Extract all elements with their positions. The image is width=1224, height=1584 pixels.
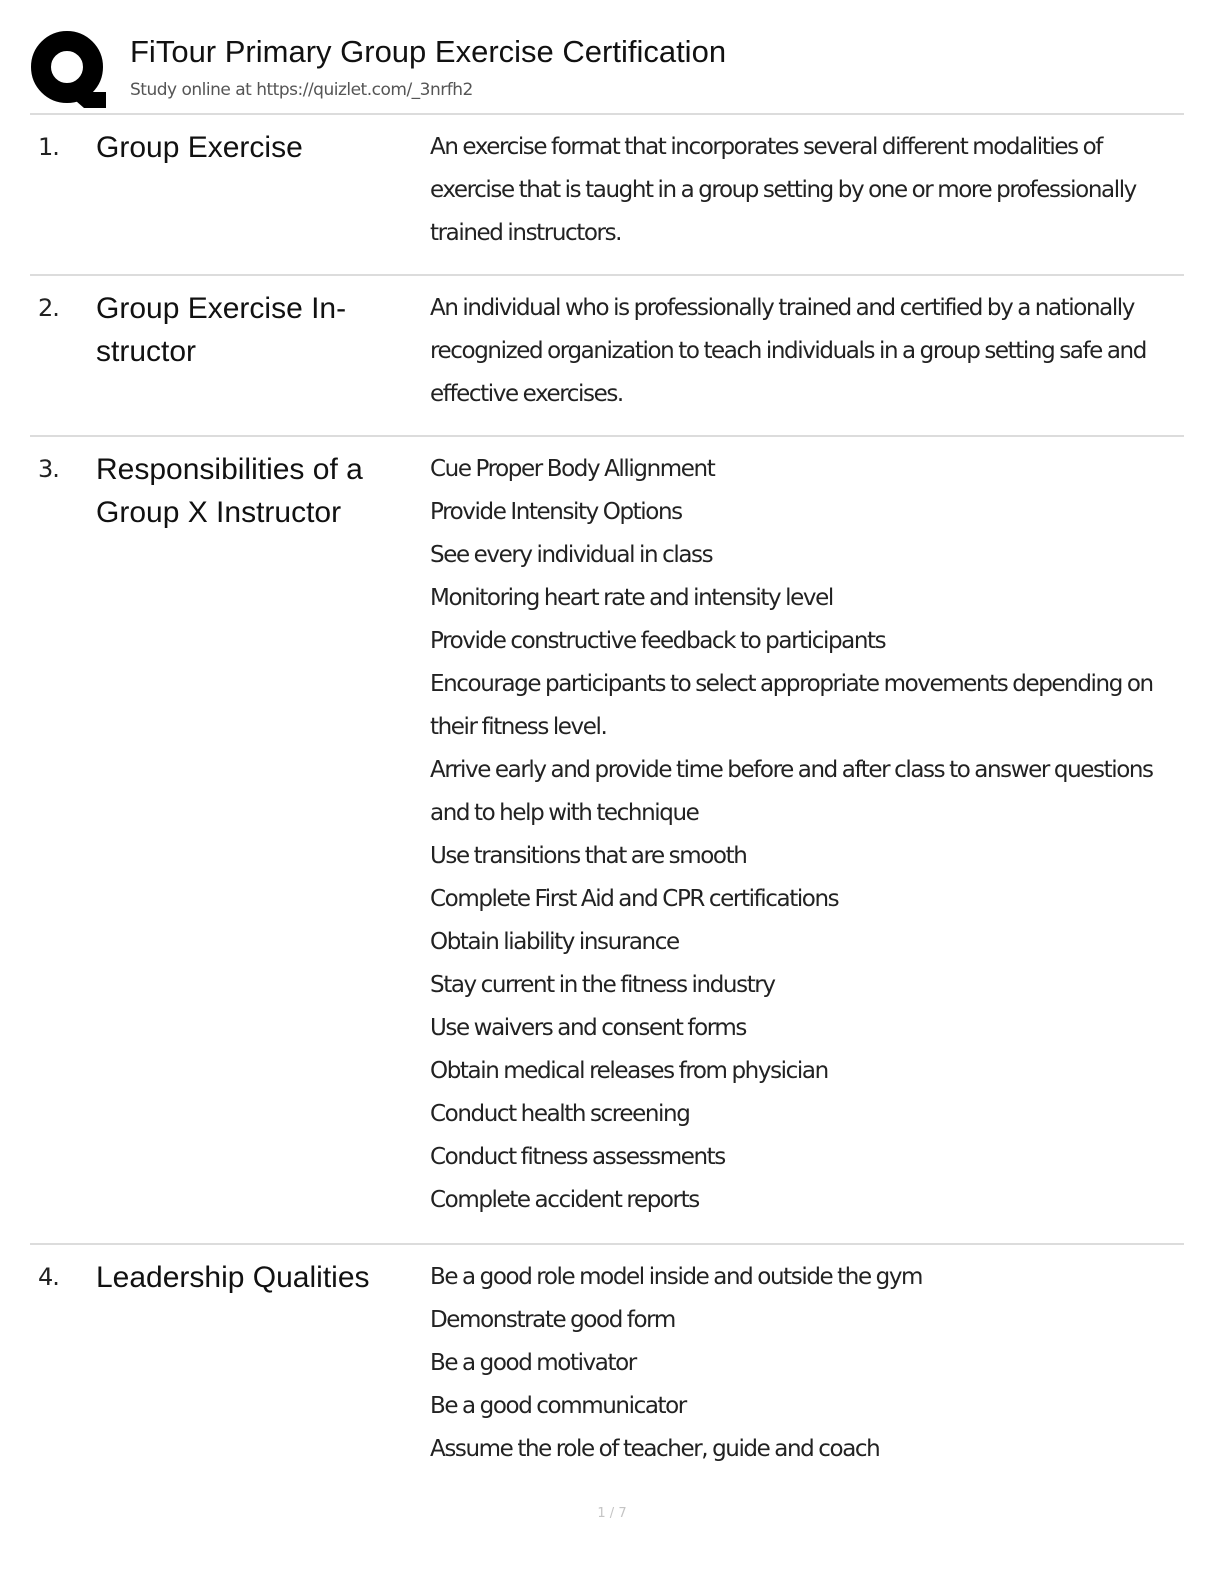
definition-line: Provide constructive feedback to participants — [430, 628, 886, 654]
document-title: FiTour Primary Group Exercise Certification — [130, 34, 727, 69]
definition-line: Complete First Aid and CPR certifications — [430, 886, 839, 912]
definition-line: Assume the role of teacher, guide and coach — [430, 1436, 880, 1462]
card-number: 2. — [38, 294, 59, 322]
card-number: 1. — [38, 133, 59, 161]
card-term: Group Exercise In-structor — [96, 292, 347, 368]
definition-line: Stay current in the fitness industry — [430, 972, 775, 998]
divider — [30, 113, 1184, 115]
definition-line: An individual who is professionally trained and certified by a nationally recognized organization to teach individuals in a group setting safe and effective exercises. — [430, 295, 1146, 407]
definition-line: An exercise format that incorporates several different modalities of exercise that is taught in a group setting by one or more professionally trained instructors. — [430, 134, 1136, 246]
definition-line: Arrive early and provide time before and after class to answer questions and to help with technique — [430, 757, 1153, 826]
definition-line: Be a good role model inside and outside the gym — [430, 1264, 923, 1290]
definition-line: Demonstrate good form — [430, 1307, 675, 1333]
definition-line: Conduct health screening — [430, 1101, 690, 1127]
card-number: 3. — [38, 455, 59, 483]
card-term: Group Exercise — [96, 131, 303, 164]
document-header — [30, 28, 1190, 108]
card-number: 4. — [38, 1263, 59, 1291]
card-definition — [430, 1256, 1180, 1471]
definition-line: Monitoring heart rate and intensity level — [430, 585, 833, 611]
definition-line: Use transitions that are smooth — [430, 843, 747, 869]
definition-line: Complete accident reports — [430, 1187, 699, 1213]
card-definition — [430, 126, 1180, 255]
card-definition — [430, 287, 1180, 416]
page-number: 1 / 7 — [597, 1506, 627, 1521]
card-definition — [430, 448, 1180, 1222]
study-online-link[interactable]: Study online at https://quizlet.com/_3nrfh2 — [130, 80, 473, 100]
divider — [30, 1243, 1184, 1245]
definition-line: Conduct fitness assessments — [430, 1144, 725, 1170]
card-term: Responsibilities of a Group X Instructor — [96, 453, 363, 529]
divider — [30, 435, 1184, 437]
definition-line: Provide Intensity Options — [430, 499, 682, 525]
definition-line: Be a good communicator — [430, 1393, 686, 1419]
definition-line: Be a good motivator — [430, 1350, 636, 1376]
definition-line: Obtain liability insurance — [430, 929, 679, 955]
definition-line: Obtain medical releases from physician — [430, 1058, 828, 1084]
card-term: Leadership Qualities — [96, 1261, 370, 1294]
divider — [30, 274, 1184, 276]
definition-line: See every individual in class — [430, 542, 713, 568]
definition-line: Cue Proper Body Allignment — [430, 456, 715, 482]
definition-line: Encourage participants to select appropriate movements depending on their fitness level. — [430, 671, 1153, 740]
quizlet-q-logo-icon — [30, 30, 110, 110]
definition-line: Use waivers and consent forms — [430, 1015, 747, 1041]
